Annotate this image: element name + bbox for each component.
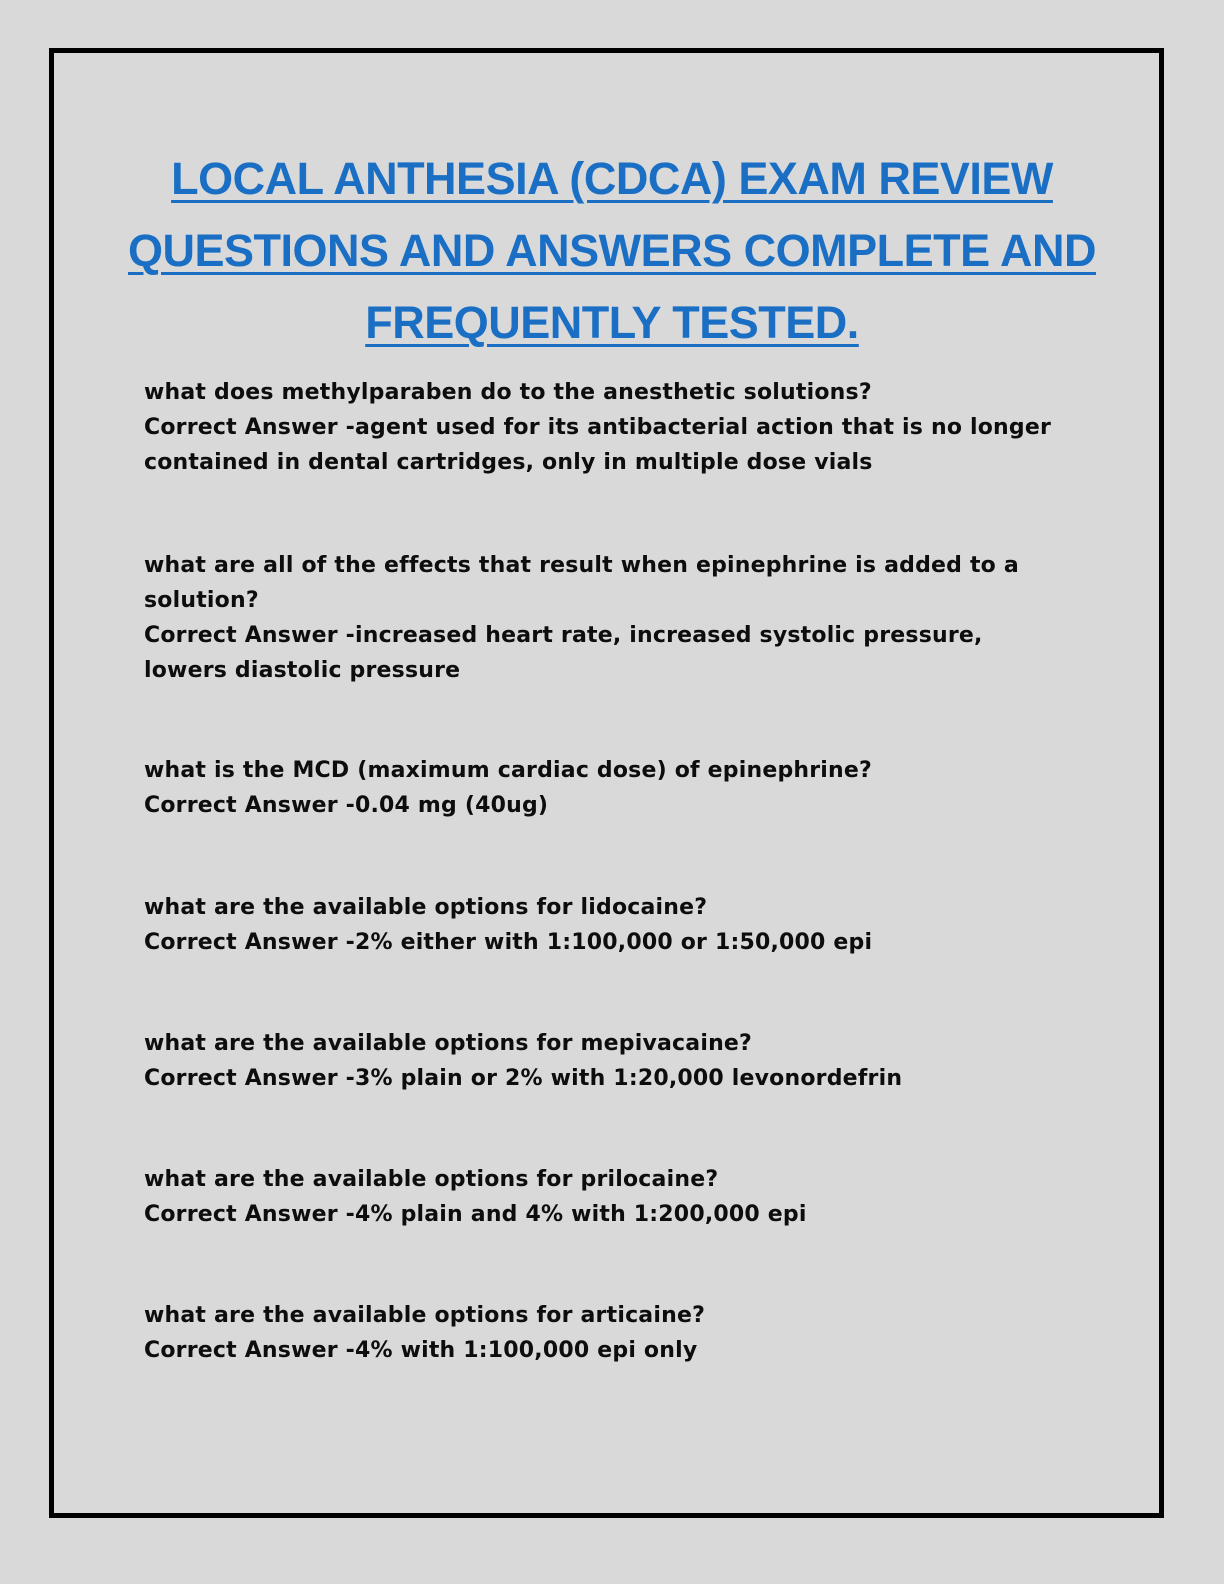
qa-item xyxy=(144,1026,1064,1096)
answer-text: Correct Answer -0.04 mg (40ug) xyxy=(144,793,549,818)
answer-text: Correct Answer -increased heart rate, increased systolic pressure, lowers diastolic pressure xyxy=(144,623,983,683)
question-text: what are the available options for mepivacaine? xyxy=(144,1031,753,1056)
answer-text: Correct Answer -4% with 1:100,000 epi only xyxy=(144,1338,698,1363)
qa-item xyxy=(144,753,1064,823)
answer-text: Correct Answer -agent used for its antibacterial action that is no longer contained in dental cartridges, only in multiple dose vials xyxy=(144,415,1052,475)
qa-item xyxy=(144,1162,1064,1232)
answer-text: Correct Answer -4% plain and 4% with 1:200,000 epi xyxy=(144,1202,807,1227)
question-text: what are the available options for prilocaine? xyxy=(144,1167,719,1192)
qa-item xyxy=(144,1298,1064,1368)
question-text: what are the available options for articaine? xyxy=(144,1303,706,1328)
question-text: what is the MCD (maximum cardiac dose) of epinephrine? xyxy=(144,758,872,783)
answer-text: Correct Answer -2% either with 1:100,000 or 1:50,000 epi xyxy=(144,930,873,955)
document-title xyxy=(100,143,1124,359)
answer-text: Correct Answer -3% plain or 2% with 1:20,000 levonordefrin xyxy=(144,1066,903,1091)
question-text: what are all of the effects that result when epinephrine is added to a solution? xyxy=(144,553,1019,613)
qa-item xyxy=(144,375,1064,480)
qa-item xyxy=(144,548,1064,688)
question-text: what does methylparaben do to the anesthetic solutions? xyxy=(144,380,872,405)
qa-item xyxy=(144,890,1064,960)
question-text: what are the available options for lidocaine? xyxy=(144,895,708,920)
document-title-text: LOCAL ANTHESIA (CDCA) EXAM REVIEW QUESTIONS AND ANSWERS COMPLETE AND FREQUENTLY TESTED. xyxy=(127,153,1097,348)
